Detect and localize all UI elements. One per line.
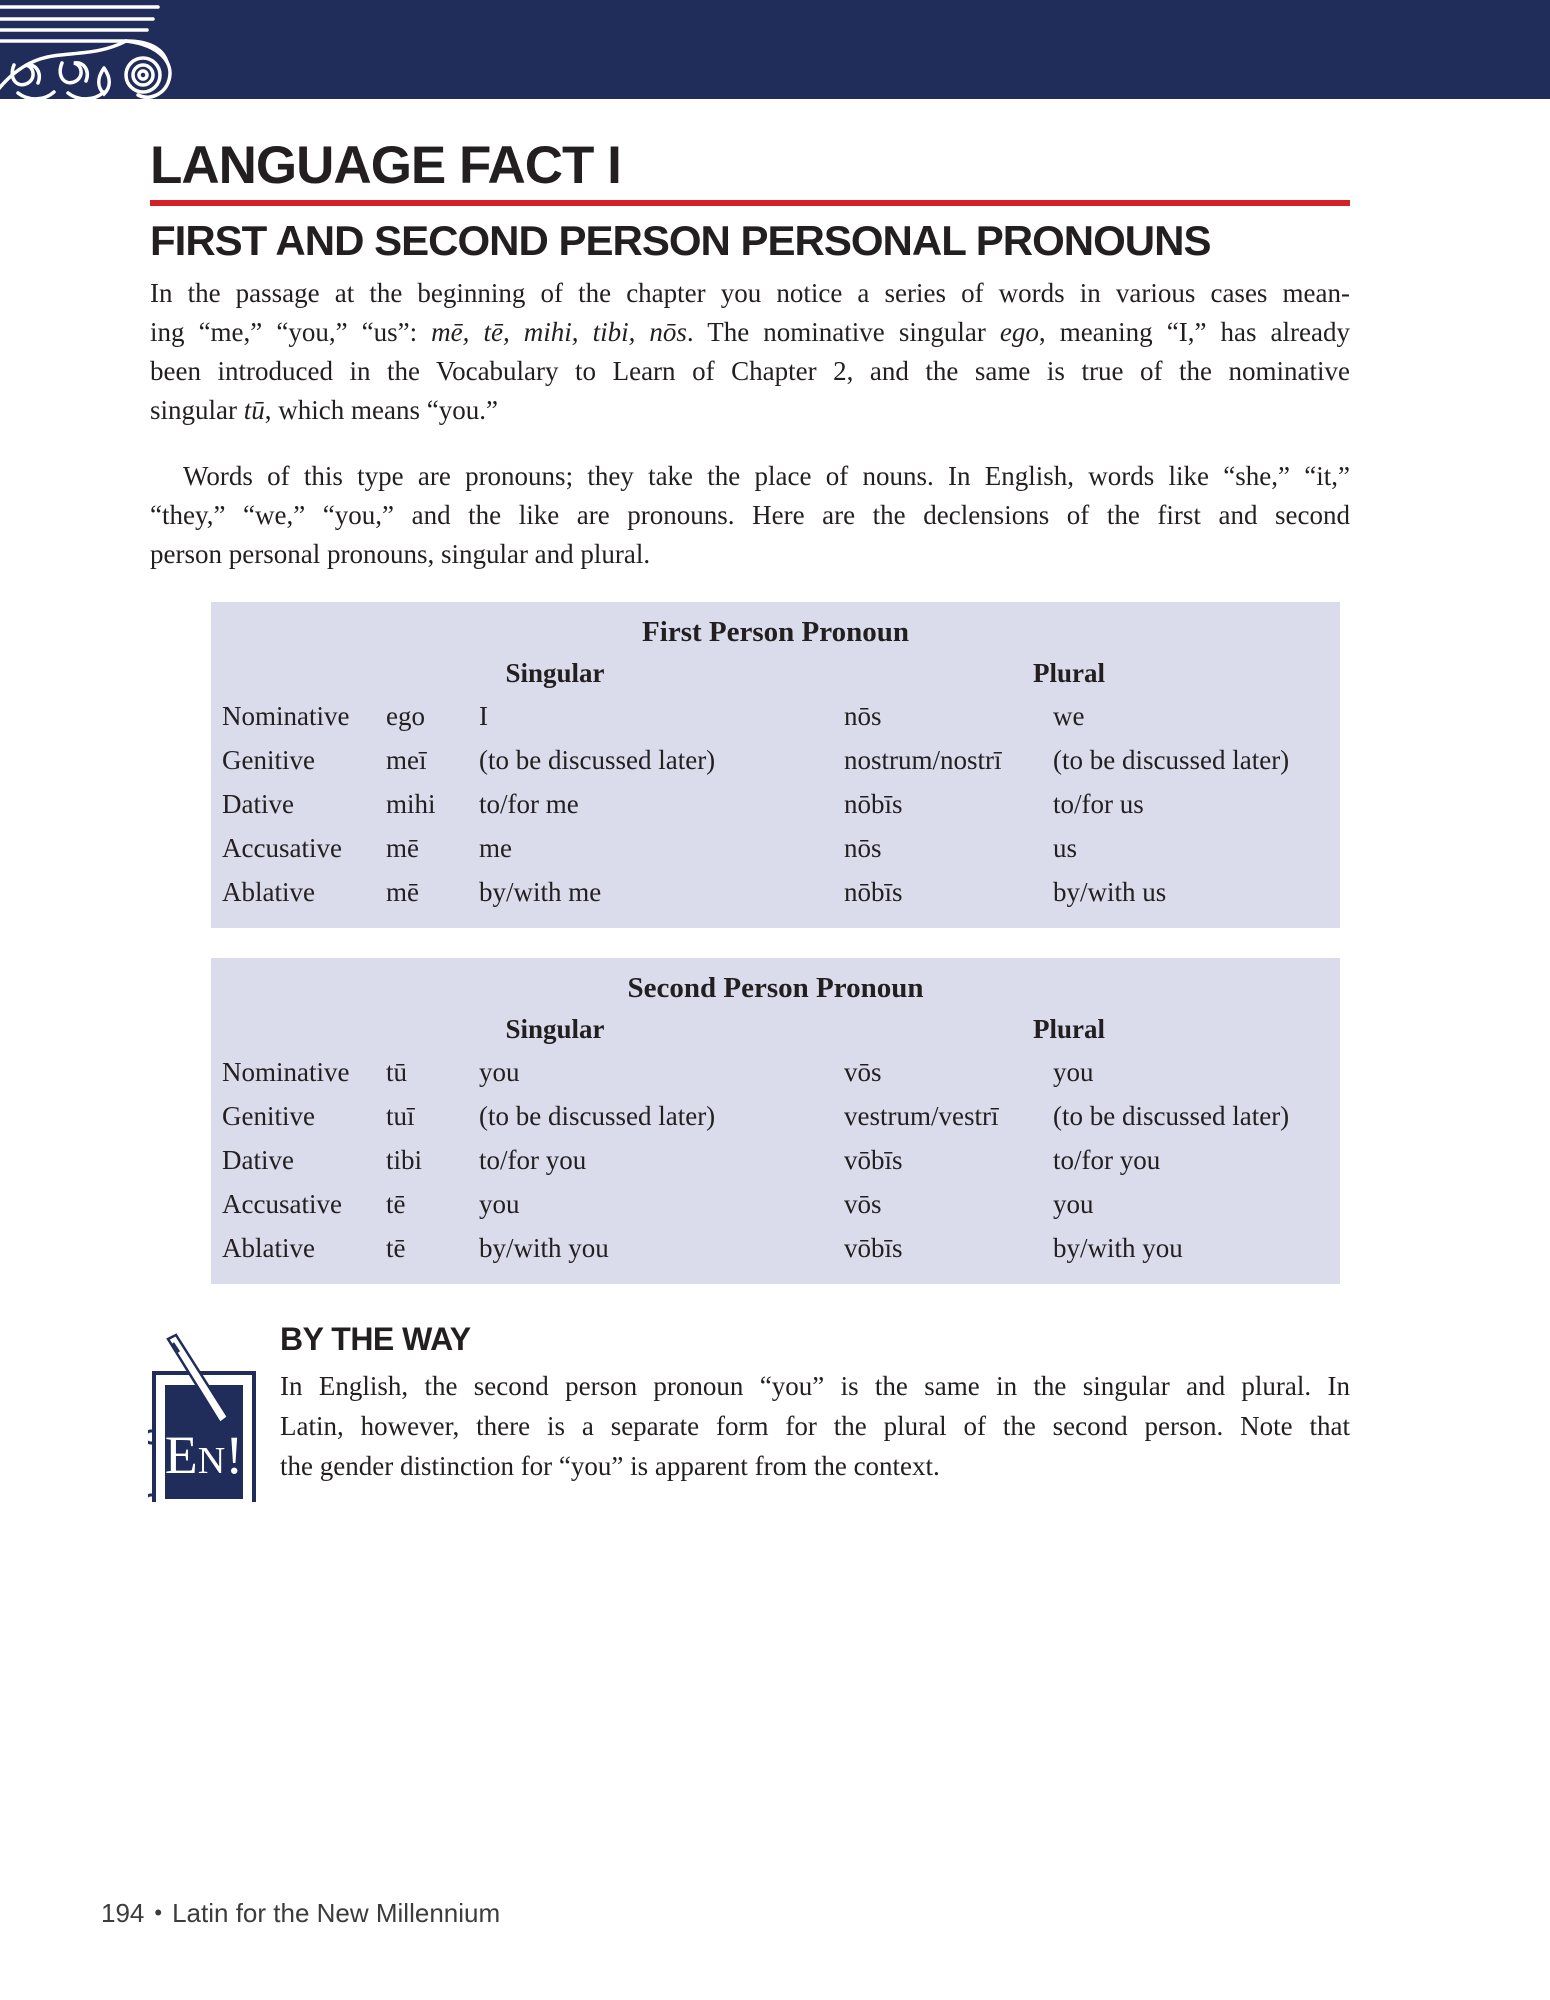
latin-singular: tū	[386, 1056, 408, 1087]
text-line: singular tū, which means “you.”	[150, 395, 498, 425]
text-line: person personal pronouns, singular and plural.	[150, 539, 651, 569]
table-column-headers	[211, 1006, 1340, 1050]
case-label: Accusative	[222, 832, 342, 863]
by-the-way-heading: BY THE WAY	[280, 1321, 471, 1357]
main-content	[150, 138, 1350, 1500]
latin-singular: mē	[386, 832, 419, 863]
english-singular: you	[479, 1188, 520, 1219]
table-column-headers	[211, 650, 1340, 694]
text-line: been introduced in the Vocabulary to Learn of Chapter 2, and the same is true of the nominative	[150, 356, 1350, 386]
by-the-way-body	[280, 1320, 1350, 1486]
text-line: ing “me,” “you,” “us”: mē, tē, mihi, tibi, nōs. The nominative singular ego, meaning “I,” has already	[150, 317, 1351, 347]
table-row	[211, 1182, 1340, 1226]
latin-singular: tē	[386, 1188, 406, 1219]
page-title: LANGUAGE FACT I	[150, 136, 621, 195]
latin-plural: vōs	[844, 1056, 882, 1087]
page-footer	[101, 1898, 500, 1929]
table-row	[211, 694, 1340, 738]
table-title: Second Person Pronoun	[627, 972, 924, 1004]
monogram-text: EN!	[164, 1425, 244, 1485]
latin-singular: meī	[386, 744, 427, 775]
case-label: Genitive	[222, 1100, 315, 1131]
case-label: Dative	[222, 1144, 294, 1175]
col-header-plural: Plural	[1033, 1014, 1105, 1044]
latin-singular: tuī	[386, 1100, 415, 1131]
page-number: 194	[101, 1898, 145, 1928]
text-line: the gender distinction for “you” is apparent from the context.	[280, 1451, 940, 1481]
text-line: Words of this type are pronouns; they take the place of nouns. In English, words like “she,” “it,”	[183, 461, 1350, 491]
by-the-way-section	[150, 1320, 1350, 1500]
case-label: Accusative	[222, 1188, 342, 1219]
text-line: “they,” “we,” “you,” and the like are pronouns. Here are the declensions of the first and second	[150, 500, 1350, 530]
latin-plural: nōbīs	[844, 788, 903, 819]
ionic-column-capital-icon	[0, 0, 195, 99]
table-row	[211, 1138, 1340, 1182]
latin-plural: vōbīs	[844, 1144, 903, 1175]
first-person-pronoun-table	[211, 602, 1340, 928]
english-singular: I	[479, 700, 488, 731]
latin-singular: tibi	[386, 1144, 423, 1175]
case-label: Ablative	[222, 1232, 315, 1263]
table-row	[211, 870, 1340, 914]
case-label: Dative	[222, 788, 294, 819]
english-plural: to/for us	[1053, 788, 1144, 819]
table-row	[211, 1094, 1340, 1138]
intro-paragraph	[150, 274, 1350, 430]
table-row	[211, 782, 1340, 826]
col-header-plural: Plural	[1033, 658, 1105, 688]
english-singular: by/with you	[479, 1232, 609, 1263]
latin-singular: mihi	[386, 788, 436, 819]
text-line: Latin, however, there is a separate form for the plural of the second person. Note that	[280, 1411, 1350, 1441]
text-line: In the passage at the beginning of the chapter you notice a series of words in various cases mean-	[150, 278, 1350, 308]
latin-singular: ego	[386, 700, 425, 731]
case-label: Nominative	[222, 700, 350, 731]
english-plural: by/with you	[1053, 1232, 1183, 1263]
book-and-needle-icon	[148, 1316, 266, 1502]
case-label: Nominative	[222, 1056, 350, 1087]
book-title: Latin for the New Millennium	[172, 1898, 501, 1928]
english-plural: by/with us	[1053, 876, 1167, 907]
case-label: Genitive	[222, 744, 315, 775]
pronoun-explanation-paragraph	[150, 457, 1350, 574]
english-singular: (to be discussed later)	[479, 744, 716, 775]
latin-plural: nōs	[844, 832, 882, 863]
latin-plural: nostrum/nostrī	[844, 744, 1002, 775]
english-singular: by/with me	[479, 876, 602, 907]
english-singular: to/for you	[479, 1144, 587, 1175]
text-line: In English, the second person pronoun “you” is the same in the singular and plural. In	[280, 1371, 1350, 1401]
latin-singular: mē	[386, 876, 419, 907]
header-bar	[0, 0, 1550, 99]
red-divider-rule	[150, 200, 1350, 206]
english-plural: (to be discussed later)	[1053, 744, 1290, 775]
table-row	[211, 738, 1340, 782]
col-header-singular: Singular	[505, 1014, 605, 1044]
footer-bullet: •	[154, 1900, 163, 1925]
table-row	[211, 1050, 1340, 1094]
latin-plural: vōbīs	[844, 1232, 903, 1263]
second-person-pronoun-table	[211, 958, 1340, 1284]
table-row	[211, 1226, 1340, 1270]
english-plural: (to be discussed later)	[1053, 1100, 1290, 1131]
english-plural: you	[1053, 1188, 1094, 1219]
english-singular: to/for me	[479, 788, 579, 819]
latin-plural: nōs	[844, 700, 882, 731]
latin-plural: vōs	[844, 1188, 882, 1219]
case-label: Ablative	[222, 876, 315, 907]
col-header-singular: Singular	[505, 658, 605, 688]
table-row	[211, 826, 1340, 870]
english-singular: (to be discussed later)	[479, 1100, 716, 1131]
section-title: FIRST AND SECOND PERSON PERSONAL PRONOUNS	[150, 217, 1211, 264]
english-plural: you	[1053, 1056, 1094, 1087]
english-plural: we	[1053, 700, 1085, 731]
table-title: First Person Pronoun	[642, 616, 909, 648]
latin-singular: tē	[386, 1232, 406, 1263]
latin-plural: vestrum/vestrī	[844, 1100, 999, 1131]
latin-plural: nōbīs	[844, 876, 903, 907]
english-singular: me	[479, 832, 512, 863]
english-singular: you	[479, 1056, 520, 1087]
by-the-way-paragraph	[280, 1366, 1350, 1486]
english-plural: us	[1053, 832, 1078, 863]
english-plural: to/for you	[1053, 1144, 1161, 1175]
